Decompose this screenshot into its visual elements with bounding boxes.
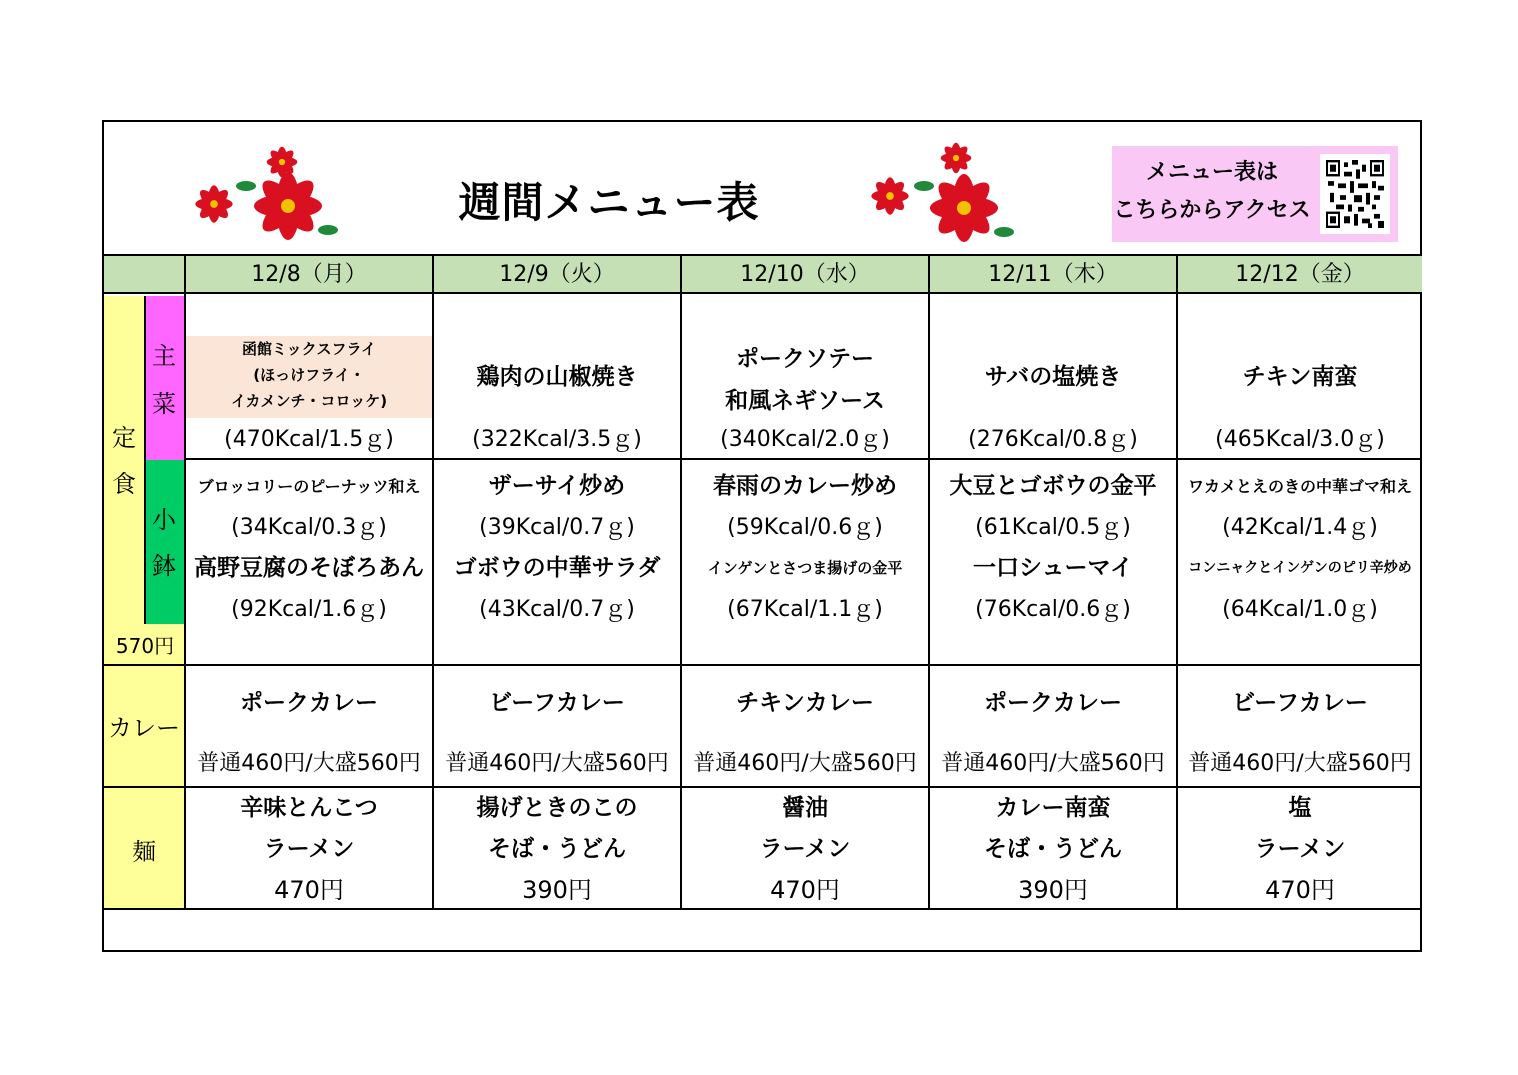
noodle-fri: [1178, 788, 1422, 911]
kobachi-wed: [682, 466, 928, 630]
kobachi-wed-kcal2: (67Kcal/1.1ｇ): [727, 597, 883, 622]
kobachi-mon-dish2: 高野豆腐のそぼろあん: [194, 555, 424, 581]
noodle-tue: [434, 788, 680, 911]
curry-wed: [682, 684, 928, 777]
curry-mon-name: ポークカレー: [240, 690, 378, 716]
noodle-thu-price: 390円: [1018, 876, 1088, 904]
kobachi-wed-dish2: インゲンとさつま揚げの金平: [707, 559, 903, 577]
noodle-tue-price: 390円: [522, 876, 592, 904]
date-header-mon: 12/8（月）: [251, 262, 367, 287]
qr-notice: [1112, 146, 1398, 242]
teishoku-label-2: 食: [112, 470, 136, 498]
date-header-wed: 12/10（水）: [740, 262, 870, 287]
kobachi-wed-dish1: 春雨のカレー炒め: [713, 473, 897, 499]
qr-code-icon[interactable]: [1320, 154, 1390, 234]
menu-sheet: [102, 120, 1422, 952]
noodle-mon-price: 470円: [274, 876, 344, 904]
kobachi-thu: [930, 466, 1176, 630]
kobachi-tue-kcal1: (39Kcal/0.7ｇ): [479, 515, 635, 540]
poinsettia-left-icon: [178, 134, 368, 246]
noodle-fri-price: 470円: [1265, 876, 1335, 904]
page-title: 週間メニュー表: [458, 178, 760, 227]
qr-notice-line2: こちらからアクセス: [1113, 198, 1311, 223]
noodle-thu-line1: カレー南蛮: [995, 795, 1111, 821]
shusai-kcal-fri: (465Kcal/3.0ｇ): [1215, 427, 1385, 452]
shusai-kcal-tue: (322Kcal/3.5ｇ): [472, 427, 642, 452]
noodle-thu-line2: そば・うどん: [984, 836, 1122, 862]
date-header-tue: 12/9（火）: [499, 262, 615, 287]
date-header-thu: 12/11（木）: [988, 262, 1118, 287]
kobachi-label-bg: [144, 460, 184, 624]
kobachi-thu-kcal2: (76Kcal/0.6ｇ): [975, 597, 1131, 622]
noodle-tue-line2: そば・うどん: [488, 836, 626, 862]
noodle-wed: [682, 788, 928, 911]
poinsettia-right-icon: [856, 132, 1026, 247]
noodle-fri-line2: ラーメン: [1254, 836, 1346, 862]
shusai-wed: [682, 338, 928, 422]
noodle-wed-price: 470円: [770, 876, 840, 904]
noodle-label: 麺: [132, 838, 156, 866]
curry-thu-name: ポークカレー: [984, 690, 1122, 716]
noodle-thu: [930, 788, 1176, 911]
noodle-mon-line2: ラーメン: [263, 836, 355, 862]
curry-wed-price: 普通460円/大盛560円: [693, 751, 917, 776]
curry-wed-name: チキンカレー: [736, 690, 874, 716]
curry-thu-price: 普通460円/大盛560円: [941, 751, 1165, 776]
shusai-label-2: 菜: [152, 390, 176, 418]
kobachi-thu-dish1: 大豆とゴボウの金平: [949, 473, 1157, 499]
noodle-wed-line1: 醤油: [782, 795, 828, 821]
noodle-fri-line1: 塩: [1288, 795, 1312, 821]
grid-line: [144, 296, 146, 624]
kobachi-mon-dish1: ブロッコリーのピーナッツ和え: [197, 477, 421, 496]
kobachi-mon-kcal2: (92Kcal/1.6ｇ): [231, 597, 387, 622]
kobachi-fri: [1178, 466, 1422, 630]
kobachi-thu-kcal1: (61Kcal/0.5ｇ): [975, 515, 1131, 540]
curry-label: カレー: [108, 714, 180, 742]
curry-mon-price: 普通460円/大盛560円: [197, 751, 421, 776]
curry-mon: [186, 684, 432, 777]
kobachi-mon-kcal1: (34Kcal/0.3ｇ): [231, 515, 387, 540]
shusai-wed-line1: ポークソテー: [736, 346, 874, 372]
kobachi-tue-kcal2: (43Kcal/0.7ｇ): [479, 597, 635, 622]
kobachi-thu-dish2: 一口シューマイ: [972, 555, 1134, 581]
curry-fri-price: 普通460円/大盛560円: [1188, 751, 1412, 776]
shusai-thu: サバの塩焼き: [984, 364, 1122, 390]
date-header-fri: 12/12（金）: [1235, 262, 1365, 287]
kobachi-fri-dish2: コンニャクとインゲンのピリ辛炒め: [1188, 560, 1412, 576]
curry-fri-name: ビーフカレー: [1232, 690, 1368, 716]
grid-line: [104, 664, 1422, 666]
date-header-row: [104, 254, 1422, 294]
shusai-fri: チキン南蛮: [1242, 364, 1358, 390]
kobachi-tue: [434, 466, 680, 630]
shusai-mon: [186, 336, 432, 414]
shusai-mon-line3: イカメンチ・コロッケ): [230, 392, 388, 410]
kobachi-tue-dish2: ゴボウの中華サラダ: [453, 555, 661, 581]
kobachi-label-2: 鉢: [152, 552, 176, 580]
shusai-label-1: 主: [152, 342, 176, 370]
kobachi-tue-dish1: ザーサイ炒め: [488, 473, 626, 499]
kobachi-mon: [186, 466, 432, 630]
teishoku-label-1: 定: [112, 424, 136, 452]
curry-tue: [434, 684, 680, 777]
noodle-wed-line2: ラーメン: [759, 836, 851, 862]
shusai-tue: 鶏肉の山椒焼き: [476, 364, 638, 390]
kobachi-fri-kcal2: (64Kcal/1.0ｇ): [1222, 597, 1378, 622]
kobachi-fri-kcal1: (42Kcal/1.4ｇ): [1222, 515, 1378, 540]
shusai-mon-line1: 函館ミックスフライ: [241, 340, 377, 358]
shusai-kcal-wed: (340Kcal/2.0ｇ): [720, 427, 890, 452]
shusai-wed-line2: 和風ネギソース: [725, 388, 885, 414]
shusai-label-bg: [144, 296, 184, 460]
qr-notice-text: [1112, 154, 1312, 230]
curry-tue-price: 普通460円/大盛560円: [445, 751, 669, 776]
qr-notice-line1: メニュー表は: [1145, 160, 1278, 185]
kobachi-fri-dish1: ワカメとえのきの中華ゴマ和え: [1187, 477, 1412, 496]
shusai-kcal-thu: (276Kcal/0.8ｇ): [968, 427, 1138, 452]
teishoku-price: 570円: [115, 634, 175, 658]
shusai-mon-line2: (ほっけフライ・: [253, 366, 365, 384]
shusai-kcal-mon: (470Kcal/1.5ｇ): [224, 427, 394, 452]
noodle-tue-line1: 揚げときのこの: [476, 795, 638, 821]
curry-tue-name: ビーフカレー: [489, 690, 625, 716]
grid-line: [186, 458, 1422, 460]
curry-thu: [930, 684, 1176, 777]
kobachi-label-1: 小: [152, 506, 176, 534]
kobachi-wed-kcal1: (59Kcal/0.6ｇ): [727, 515, 883, 540]
curry-fri: [1178, 684, 1422, 777]
noodle-mon: [186, 788, 432, 911]
noodle-mon-line1: 辛味とんこつ: [240, 795, 378, 821]
